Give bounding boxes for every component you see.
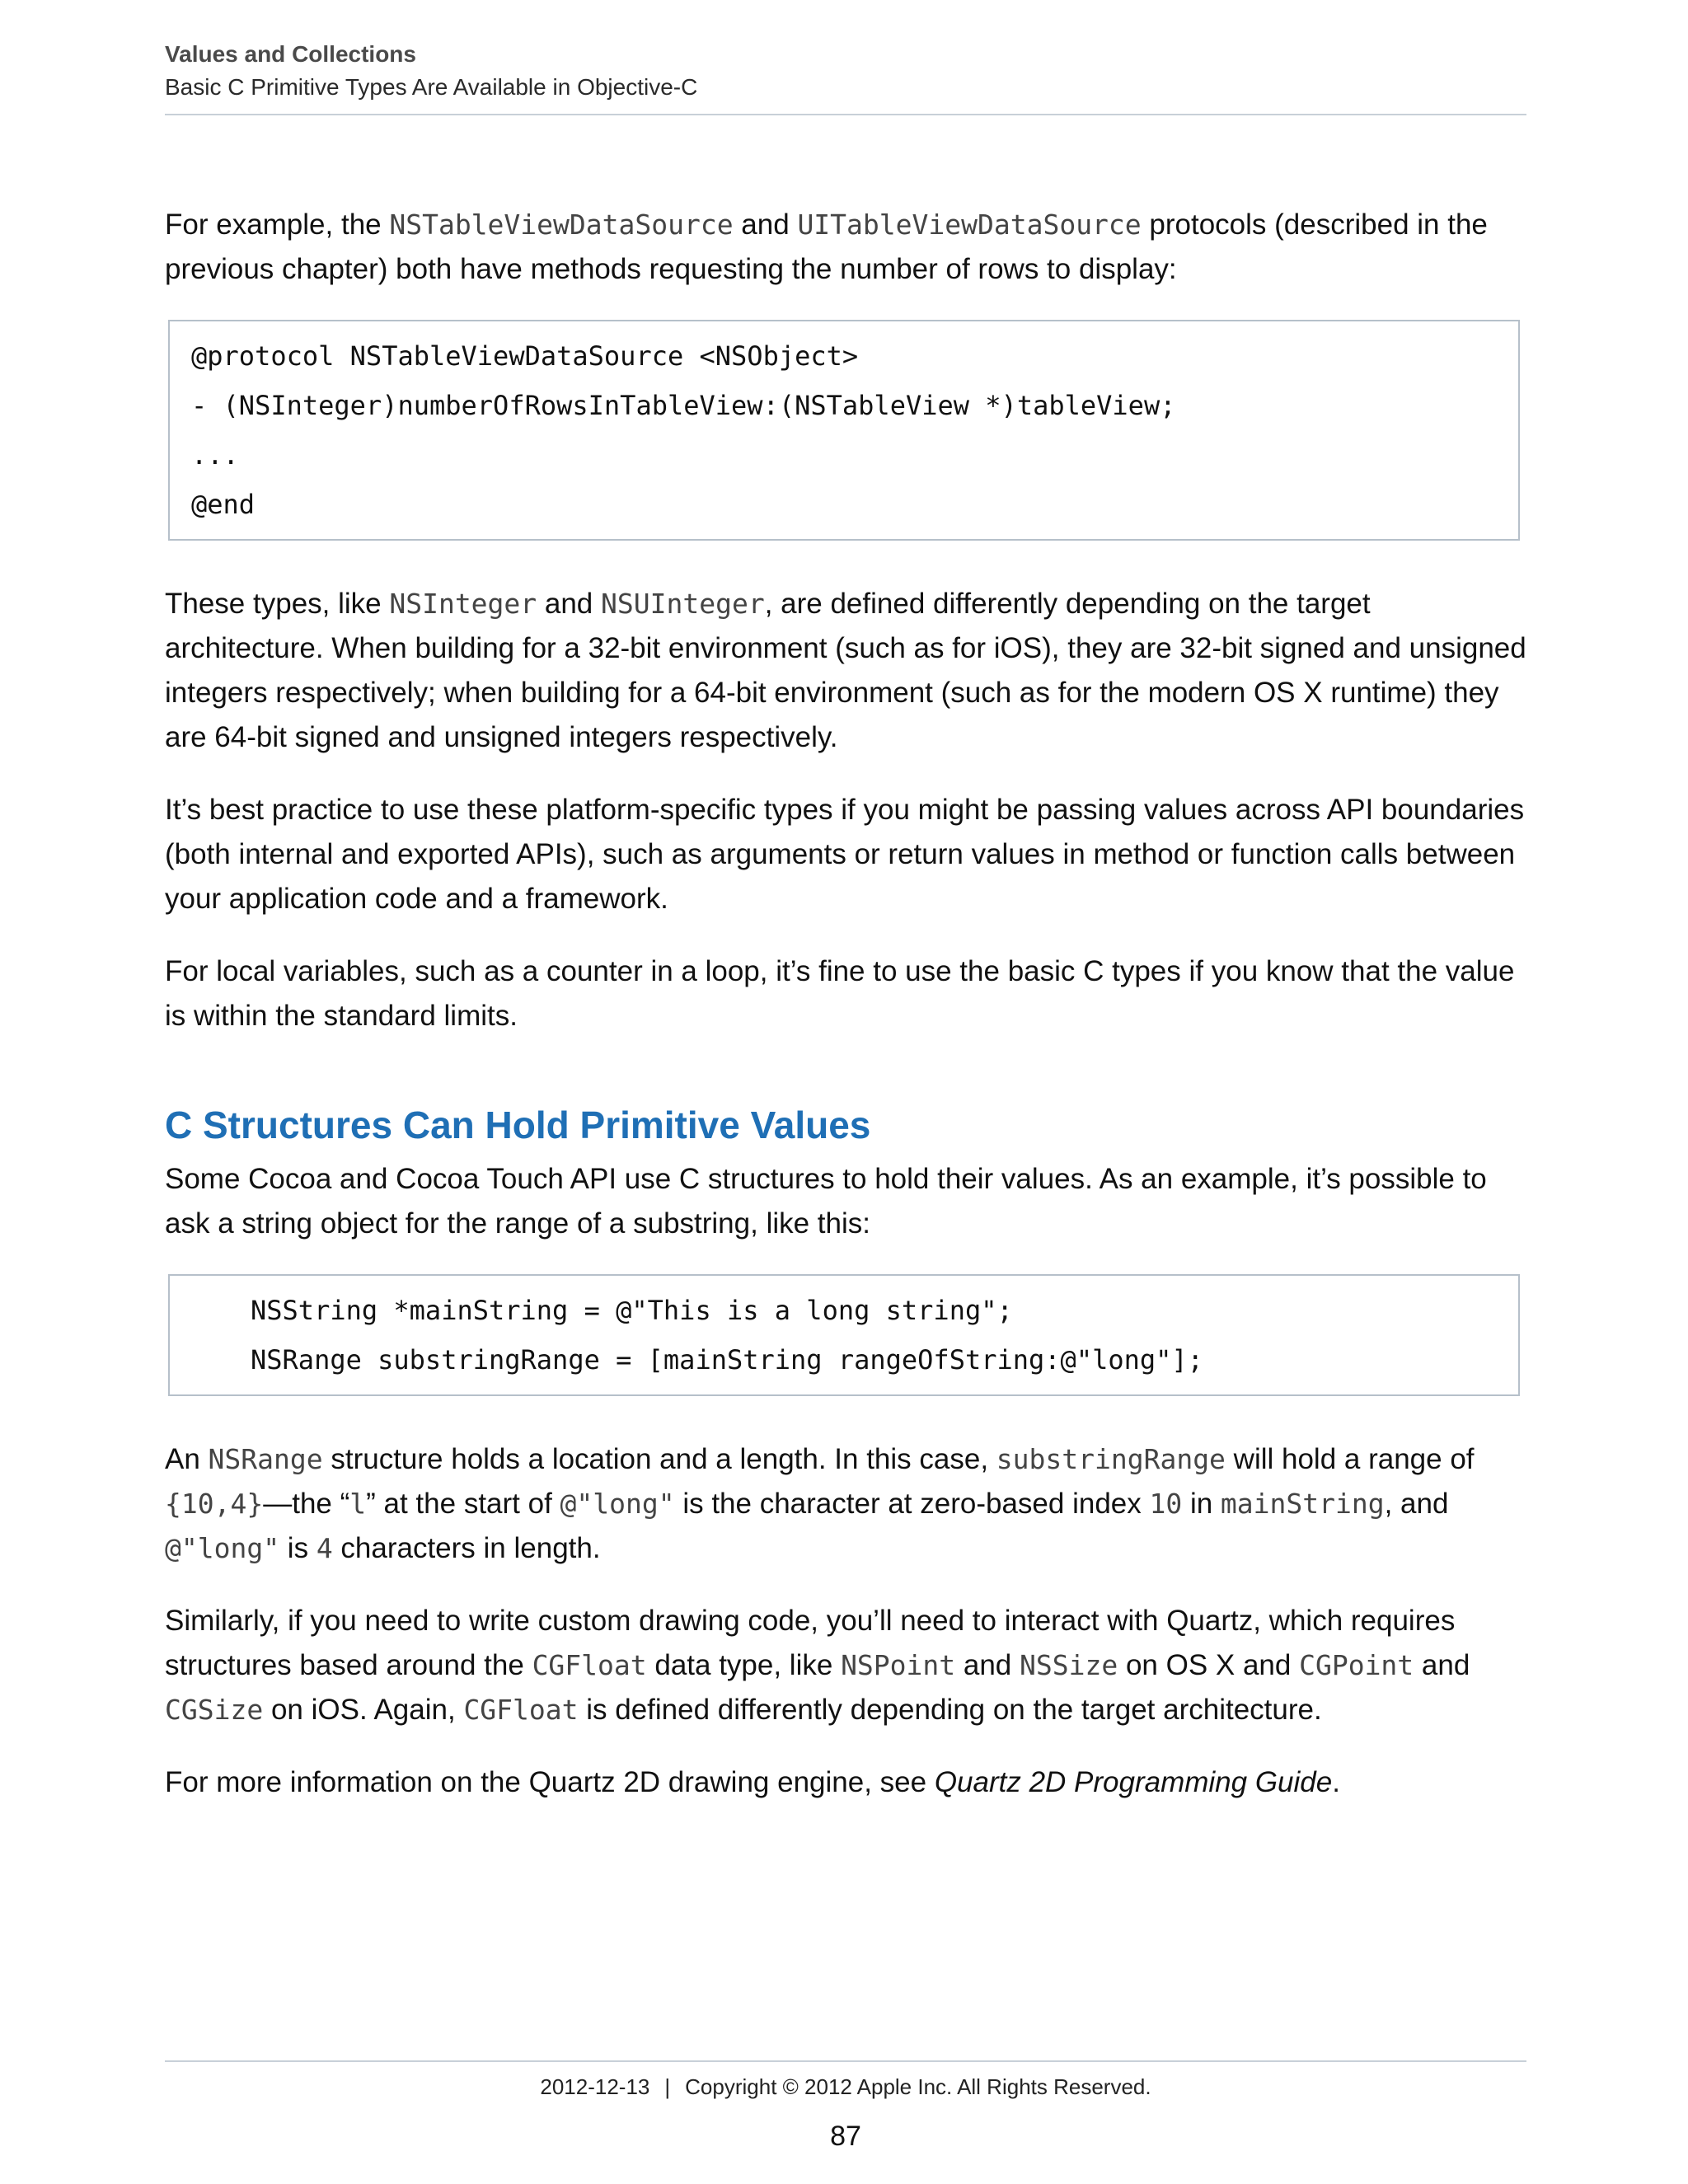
running-header [165,38,1526,104]
main-content [165,203,1533,1833]
text-run: in [1182,1488,1221,1520]
code-line: ... [191,439,239,471]
paragraph-protocols [165,203,1533,292]
text-run: An [165,1443,209,1475]
code-length-4: 4 [316,1532,333,1564]
footer-date: 2012-12-13 [540,2074,650,2099]
code-nsuinteger: NSUInteger [601,588,765,620]
paragraph-types [165,582,1533,760]
text-run: . [1332,1766,1340,1798]
paragraph-c-structures: Some Cocoa and Cocoa Touch API use C structures to hold their values. As an example, it’s possible to ask a string object for the range of a substring, like this: [165,1163,1487,1240]
paragraph-best-practice: It’s best practice to use these platform-specific types if you might be passing values across API boundaries (both internal and exported APIs), such as arguments or return values in method or function calls between your application code and a framework. [165,794,1525,915]
code-nsrange: NSRange [208,1443,323,1475]
section-heading: C Structures Can Hold Primitive Values [165,1104,871,1146]
text-run: data type, like [646,1649,842,1681]
code-line: - (NSInteger)numberOfRowsInTableView:(NSTableView *)tableView; [191,390,1176,421]
code-cgfloat: CGFloat [463,1694,579,1726]
text-run: and [955,1649,1020,1681]
text-run: , and [1384,1488,1449,1520]
code-nssize: NSSize [1020,1649,1118,1681]
code-range-value: {10,4} [165,1488,264,1520]
code-long-literal: @"long" [165,1532,280,1564]
text-run: on OS X and [1118,1649,1300,1681]
text-run: protocols (described in the previous chapter) both have methods requesting the number of rows to display: [165,209,1488,285]
code-line: NSString *mainString = @"This is a long string"; [251,1295,1013,1326]
code-cgfloat: CGFloat [532,1649,647,1681]
text-run: Similarly, if you need to write custom drawing code, you’ll need to interact with Quartz, which requires structures based around the [165,1605,1456,1681]
code-nspoint: NSPoint [841,1649,956,1681]
code-line: @protocol NSTableViewDataSource <NSObject> [191,340,859,372]
code-substringrange: substringRange [996,1443,1226,1475]
section-title: Basic C Primitive Types Are Available in Objective-C [165,74,698,100]
page-number: 87 [830,2121,861,2152]
text-run: —the “ [263,1488,350,1520]
text-run: and [537,588,602,620]
code-cgpoint: CGPoint [1299,1649,1414,1681]
text-run: For example, the [165,209,390,241]
text-run: on iOS. Again, [263,1694,464,1726]
code-line: NSRange substringRange = [mainString rangeOfString:@"long"]; [251,1344,1203,1376]
code-long-literal: @"long" [560,1488,675,1520]
paragraph-local-variables: For local variables, such as a counter in a loop, it’s fine to use the basic C types if you know that the value is within the standard limits. [165,955,1515,1032]
code-index-10: 10 [1149,1488,1183,1520]
chapter-title: Values and Collections [165,41,416,67]
code-uitableviewdatasource: UITableViewDataSource [797,209,1142,241]
text-run: and [1414,1649,1470,1681]
text-run: ” at the start of [366,1488,560,1520]
text-run: These types, like [165,588,390,620]
footer-copyright: Copyright © 2012 Apple Inc. All Rights Reserved. [685,2074,1151,2099]
text-run: is defined differently depending on the target architecture. [578,1694,1322,1726]
code-listing-nsrange [168,1274,1520,1396]
footer-separator: | [664,2074,671,2099]
paragraph-nsrange [165,1437,1533,1571]
link-quartz-2d-guide[interactable]: Quartz 2D Programming Guide [934,1766,1333,1798]
code-mainstring: mainString [1220,1488,1385,1520]
code-line: @end [191,489,256,520]
text-run: will hold a range of [1225,1443,1475,1475]
text-run: For more information on the Quartz 2D drawing engine, see [165,1766,935,1798]
code-char-l: l [349,1488,367,1520]
footer-divider [165,2060,1526,2062]
code-nstableviewdatasource: NSTableViewDataSource [389,209,734,241]
paragraph-quartz [165,1599,1533,1732]
code-listing-protocol [168,320,1520,541]
header-divider [165,114,1526,115]
text-run: is the character at zero-based index [674,1488,1150,1520]
code-nsinteger: NSInteger [389,588,537,620]
text-run: structure holds a location and a length. In this case, [322,1443,996,1475]
text-run: and [733,209,798,241]
paragraph-more-info [165,1760,1533,1805]
text-run: characters in length. [332,1532,601,1564]
footer [165,2070,1526,2103]
text-run: is [279,1532,316,1564]
text-run: , are defined differently depending on the target architecture. When building for a 32-bit environment (such as for iOS), they are 32-bit signed and unsigned integers respectively; when building for a 64-bit environment (such as for the modern OS X runtime) they are 64-bit signed and unsigned integers respectively. [165,588,1526,753]
code-cgsize: CGSize [165,1694,264,1726]
